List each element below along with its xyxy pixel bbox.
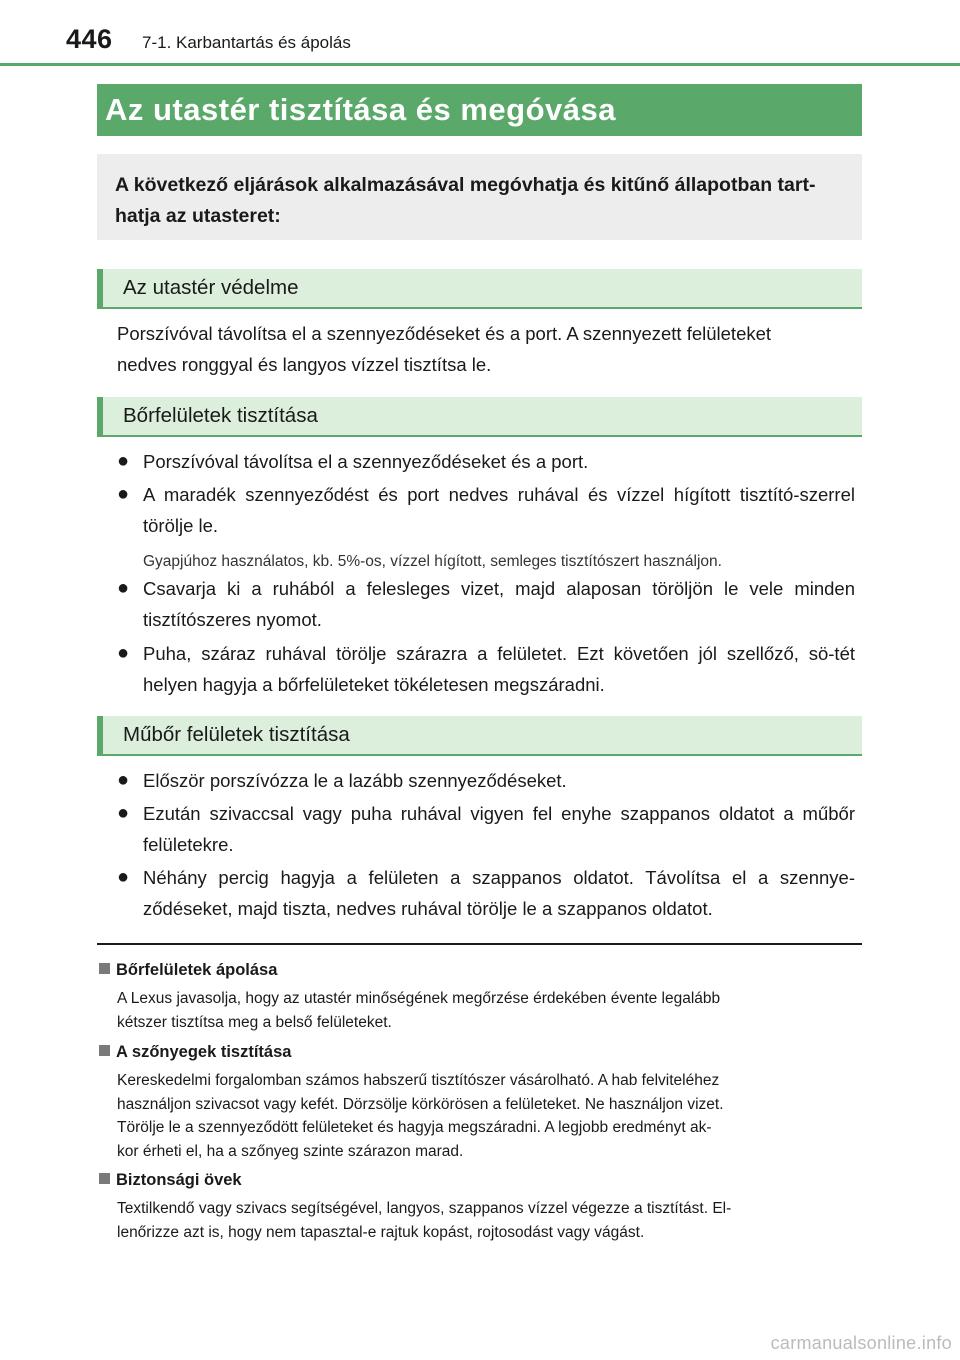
section-heading-mubor: Műbőr felületek tisztítása [97, 716, 862, 756]
notes-divider [97, 943, 862, 945]
bullet-item [117, 798, 855, 860]
note-line: lenőrizze azt is, hogy nem tapasztal-e rajtuk kopást, rojtosodást vagy vágást. [117, 1223, 645, 1241]
bullet-icon: ● [117, 866, 130, 888]
intro-line-1: A következő eljárások alkalmazásával megóvhatja és kitűnő állapotban tart- [115, 174, 816, 196]
page-number: 446 [66, 24, 113, 54]
note-heading [99, 1169, 242, 1191]
bullet-text: Csavarja ki a ruhából a felesleges vizet, majd alaposan töröljön le vele minden tisztítószeres nyomot. [143, 578, 855, 630]
bullet-text: Ezután szivaccsal vagy puha ruhával vigyen fel enyhe szappanos oldatot a műbőr felületekre. [143, 803, 855, 855]
note-line: A Lexus javasolja, hogy az utastér minőségének megőrzése érdekében évente legalább [117, 990, 721, 1007]
note-line: kor érheti el, ha a szőnyeg szinte szárazon marad. [117, 1142, 464, 1160]
section-heading-utaster-vedelme: Az utastér védelme [97, 269, 862, 309]
note-heading-text: Bőrfelületek ápolása [116, 961, 278, 979]
bullet-item [117, 479, 855, 541]
note-text [117, 987, 855, 1034]
bullet-text: Néhány percig hagyja a felületen a szappanos oldatot. Távolítsa el a szennye-ződéseket, majd tiszta, nedves ruhával törölje le a szappanos oldatot. [143, 867, 855, 919]
bullet-item [117, 862, 855, 924]
note-line: Textilkendő vagy szivacs segítségével, langyos, szappanos vízzel végezze a tisztítást. El- [117, 1200, 732, 1217]
section-heading-borfeluletek: Bőrfelületek tisztítása [97, 397, 862, 437]
note-text [117, 1197, 855, 1244]
paragraph-line-1: Porszívóval távolítsa el a szennyeződéseket és a port. A szennyezett felületeket [117, 323, 772, 344]
bullet-item [117, 573, 855, 635]
square-bullet-icon [99, 1045, 110, 1056]
bullet-subnote: Gyapjúhoz használatos, kb. 5%-os, vízzel hígított, semleges tisztítószert használjon. [143, 553, 722, 570]
bullet-icon: ● [117, 802, 130, 824]
note-heading [99, 1041, 291, 1063]
bullet-icon: ● [117, 483, 130, 505]
square-bullet-icon [99, 963, 110, 974]
bullet-text: Porszívóval távolítsa el a szennyeződéseket és a port. [143, 451, 589, 472]
square-bullet-icon [99, 1173, 110, 1184]
bullet-text: Puha, száraz ruhával törölje szárazra a felületet. Ezt követően jól szellőző, sö-tét helyen hagyja a bőrfelületeket tökéletesen megszáradni. [143, 643, 855, 695]
bullet-icon: ● [117, 642, 130, 664]
note-line: Törölje le a szennyeződött felületeket és hagyja megszáradni. A legjobb eredményt ak- [117, 1119, 712, 1136]
note-heading-text: Biztonsági övek [116, 1171, 242, 1189]
intro-box [97, 154, 862, 240]
note-heading-text: A szőnyegek tisztítása [116, 1043, 292, 1061]
bullet-text: Először porszívózza le a lazább szennyeződéseket. [143, 770, 567, 791]
note-heading [99, 959, 277, 981]
bullet-text: A maradék szennyeződést és port nedves ruhával és vízzel hígított tisztító-szerrel törölje le. [143, 484, 855, 536]
bullet-item [117, 638, 855, 700]
header-divider [0, 63, 960, 66]
note-line: használjon szivacsot vagy kefét. Dörzsölje körkörösen a felületeket. Ne használjon vizet. [117, 1095, 724, 1113]
bullet-item [117, 765, 855, 796]
note-text [117, 1069, 855, 1163]
page-header [0, 0, 960, 70]
paragraph-line-2: nedves ronggyal és langyos vízzel tisztítsa le. [117, 354, 492, 375]
watermark[interactable]: carmanualsonline.info [770, 1333, 952, 1353]
bullet-item [117, 446, 855, 477]
bullet-icon: ● [117, 577, 130, 599]
note-line: kétszer tisztítsa meg a belső felületeket. [117, 1013, 392, 1031]
bullet-icon: ● [117, 769, 130, 791]
bullet-icon: ● [117, 450, 130, 472]
intro-line-2: hatja az utasteret: [115, 205, 281, 227]
page-title: Az utastér tisztítása és megóvása [97, 84, 862, 136]
note-line: Kereskedelmi forgalomban számos habszerű tisztítószer vásárolható. A hab felviteléhez [117, 1072, 720, 1089]
section-paragraph [117, 318, 855, 380]
chapter-title: 7-1. Karbantartás és ápolás [142, 33, 351, 52]
